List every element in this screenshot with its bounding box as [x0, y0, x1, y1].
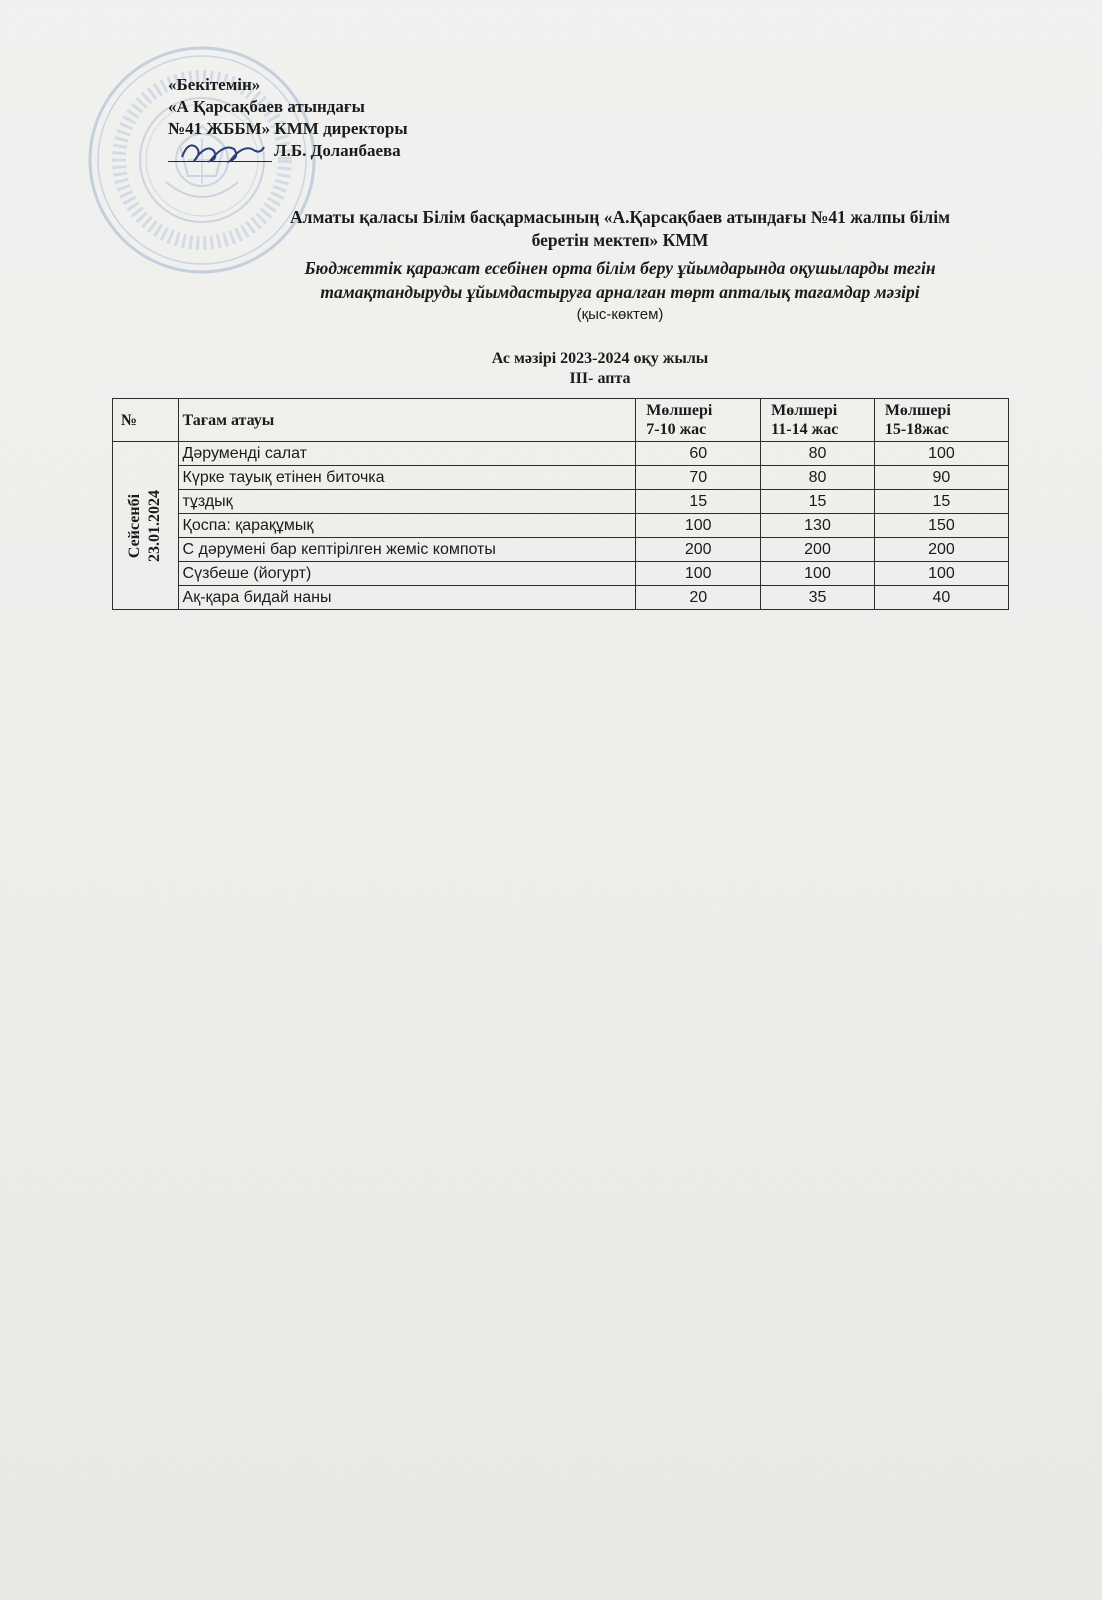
document-title [170, 206, 1070, 252]
subtitle-line-2: тамақтандыруды ұйымдастыруға арналған төрт апталық тағамдар мәзірі [320, 282, 920, 302]
qty-11-14: 80 [761, 442, 875, 466]
qty-11-14: 130 [761, 514, 875, 538]
qty-11-14: 35 [761, 586, 875, 610]
day-name: Сейсенбі [126, 493, 144, 558]
menu-table [112, 398, 1009, 610]
title-line-2: беретін мектеп» КММ [531, 230, 709, 250]
season-label: (қыс-көктем) [576, 306, 664, 323]
menu-year-heading: Ас мәзірі 2023-2024 оқу жылы [491, 350, 709, 367]
dish-name: Қоспа: қарақұмық [178, 514, 636, 538]
week-heading: ІІІ- апта [569, 370, 631, 387]
header-age-15-18-label: Мөлшері [884, 402, 951, 419]
dish-name: Дәруменді салат [178, 442, 636, 466]
document-subtitle [170, 256, 1070, 304]
qty-7-10: 70 [636, 466, 761, 490]
dish-name: Сүзбеше (йогурт) [178, 562, 636, 586]
dish-name: Ақ-қара бидай наны [178, 586, 636, 610]
header-dish-name: Тағам атауы [178, 399, 636, 442]
header-age-7-10-range: 7-10 жас [646, 421, 707, 438]
qty-7-10: 100 [636, 562, 761, 586]
table-row [113, 514, 1009, 538]
header-age-7-10-label: Мөлшері [646, 402, 713, 419]
table-row [113, 466, 1009, 490]
table-row [113, 442, 1009, 466]
header-age-11-14 [761, 399, 875, 442]
title-line-1: Алматы қаласы Білім басқармасының «А.Қарсақбаев атындағы №41 жалпы білім [290, 207, 950, 227]
qty-15-18: 200 [874, 538, 1008, 562]
qty-11-14: 15 [761, 490, 875, 514]
qty-15-18: 100 [874, 442, 1008, 466]
header-age-11-14-label: Мөлшері [771, 402, 838, 419]
header-age-15-18-range: 15-18жас [884, 421, 949, 438]
qty-11-14: 80 [761, 466, 875, 490]
qty-15-18: 100 [874, 562, 1008, 586]
day-label [125, 490, 165, 562]
dish-name: тұздық [178, 490, 636, 514]
approval-school-line: «А Қарсақбаев атындағы [168, 97, 365, 116]
day-cell [113, 442, 179, 610]
qty-15-18: 150 [874, 514, 1008, 538]
dish-name: Күркe тауық етінен биточка [178, 466, 636, 490]
approval-signature-line [168, 140, 408, 162]
qty-11-14: 100 [761, 562, 875, 586]
dish-name: С дәрумені бар кептірілген жеміс компоты [178, 538, 636, 562]
signature-icon [176, 137, 268, 167]
qty-7-10: 20 [636, 586, 761, 610]
header-age-15-18 [874, 399, 1008, 442]
day-date: 23.01.2024 [146, 489, 164, 562]
approval-block [168, 74, 408, 162]
table-row [113, 490, 1009, 514]
qty-7-10: 60 [636, 442, 761, 466]
qty-15-18: 15 [874, 490, 1008, 514]
qty-15-18: 90 [874, 466, 1008, 490]
signature-field [168, 143, 272, 162]
table-row [113, 538, 1009, 562]
qty-7-10: 200 [636, 538, 761, 562]
qty-7-10: 15 [636, 490, 761, 514]
qty-7-10: 100 [636, 514, 761, 538]
qty-11-14: 200 [761, 538, 875, 562]
approval-position-line: №41 ЖББМ» КММ директоры [168, 119, 408, 138]
header-number: № [113, 399, 179, 442]
subtitle-line-1: Бюджеттік қаражат есебінен орта білім беру ұйымдарында оқушыларды тегін [304, 258, 936, 278]
header-age-7-10 [636, 399, 761, 442]
qty-15-18: 40 [874, 586, 1008, 610]
director-name: Л.Б. Доланбаева [274, 141, 401, 160]
approval-heading: «Бекітемін» [168, 75, 261, 94]
table-row [113, 562, 1009, 586]
header-age-11-14-range: 11-14 жас [771, 421, 839, 438]
table-row [113, 586, 1009, 610]
table-header-row [113, 399, 1009, 442]
